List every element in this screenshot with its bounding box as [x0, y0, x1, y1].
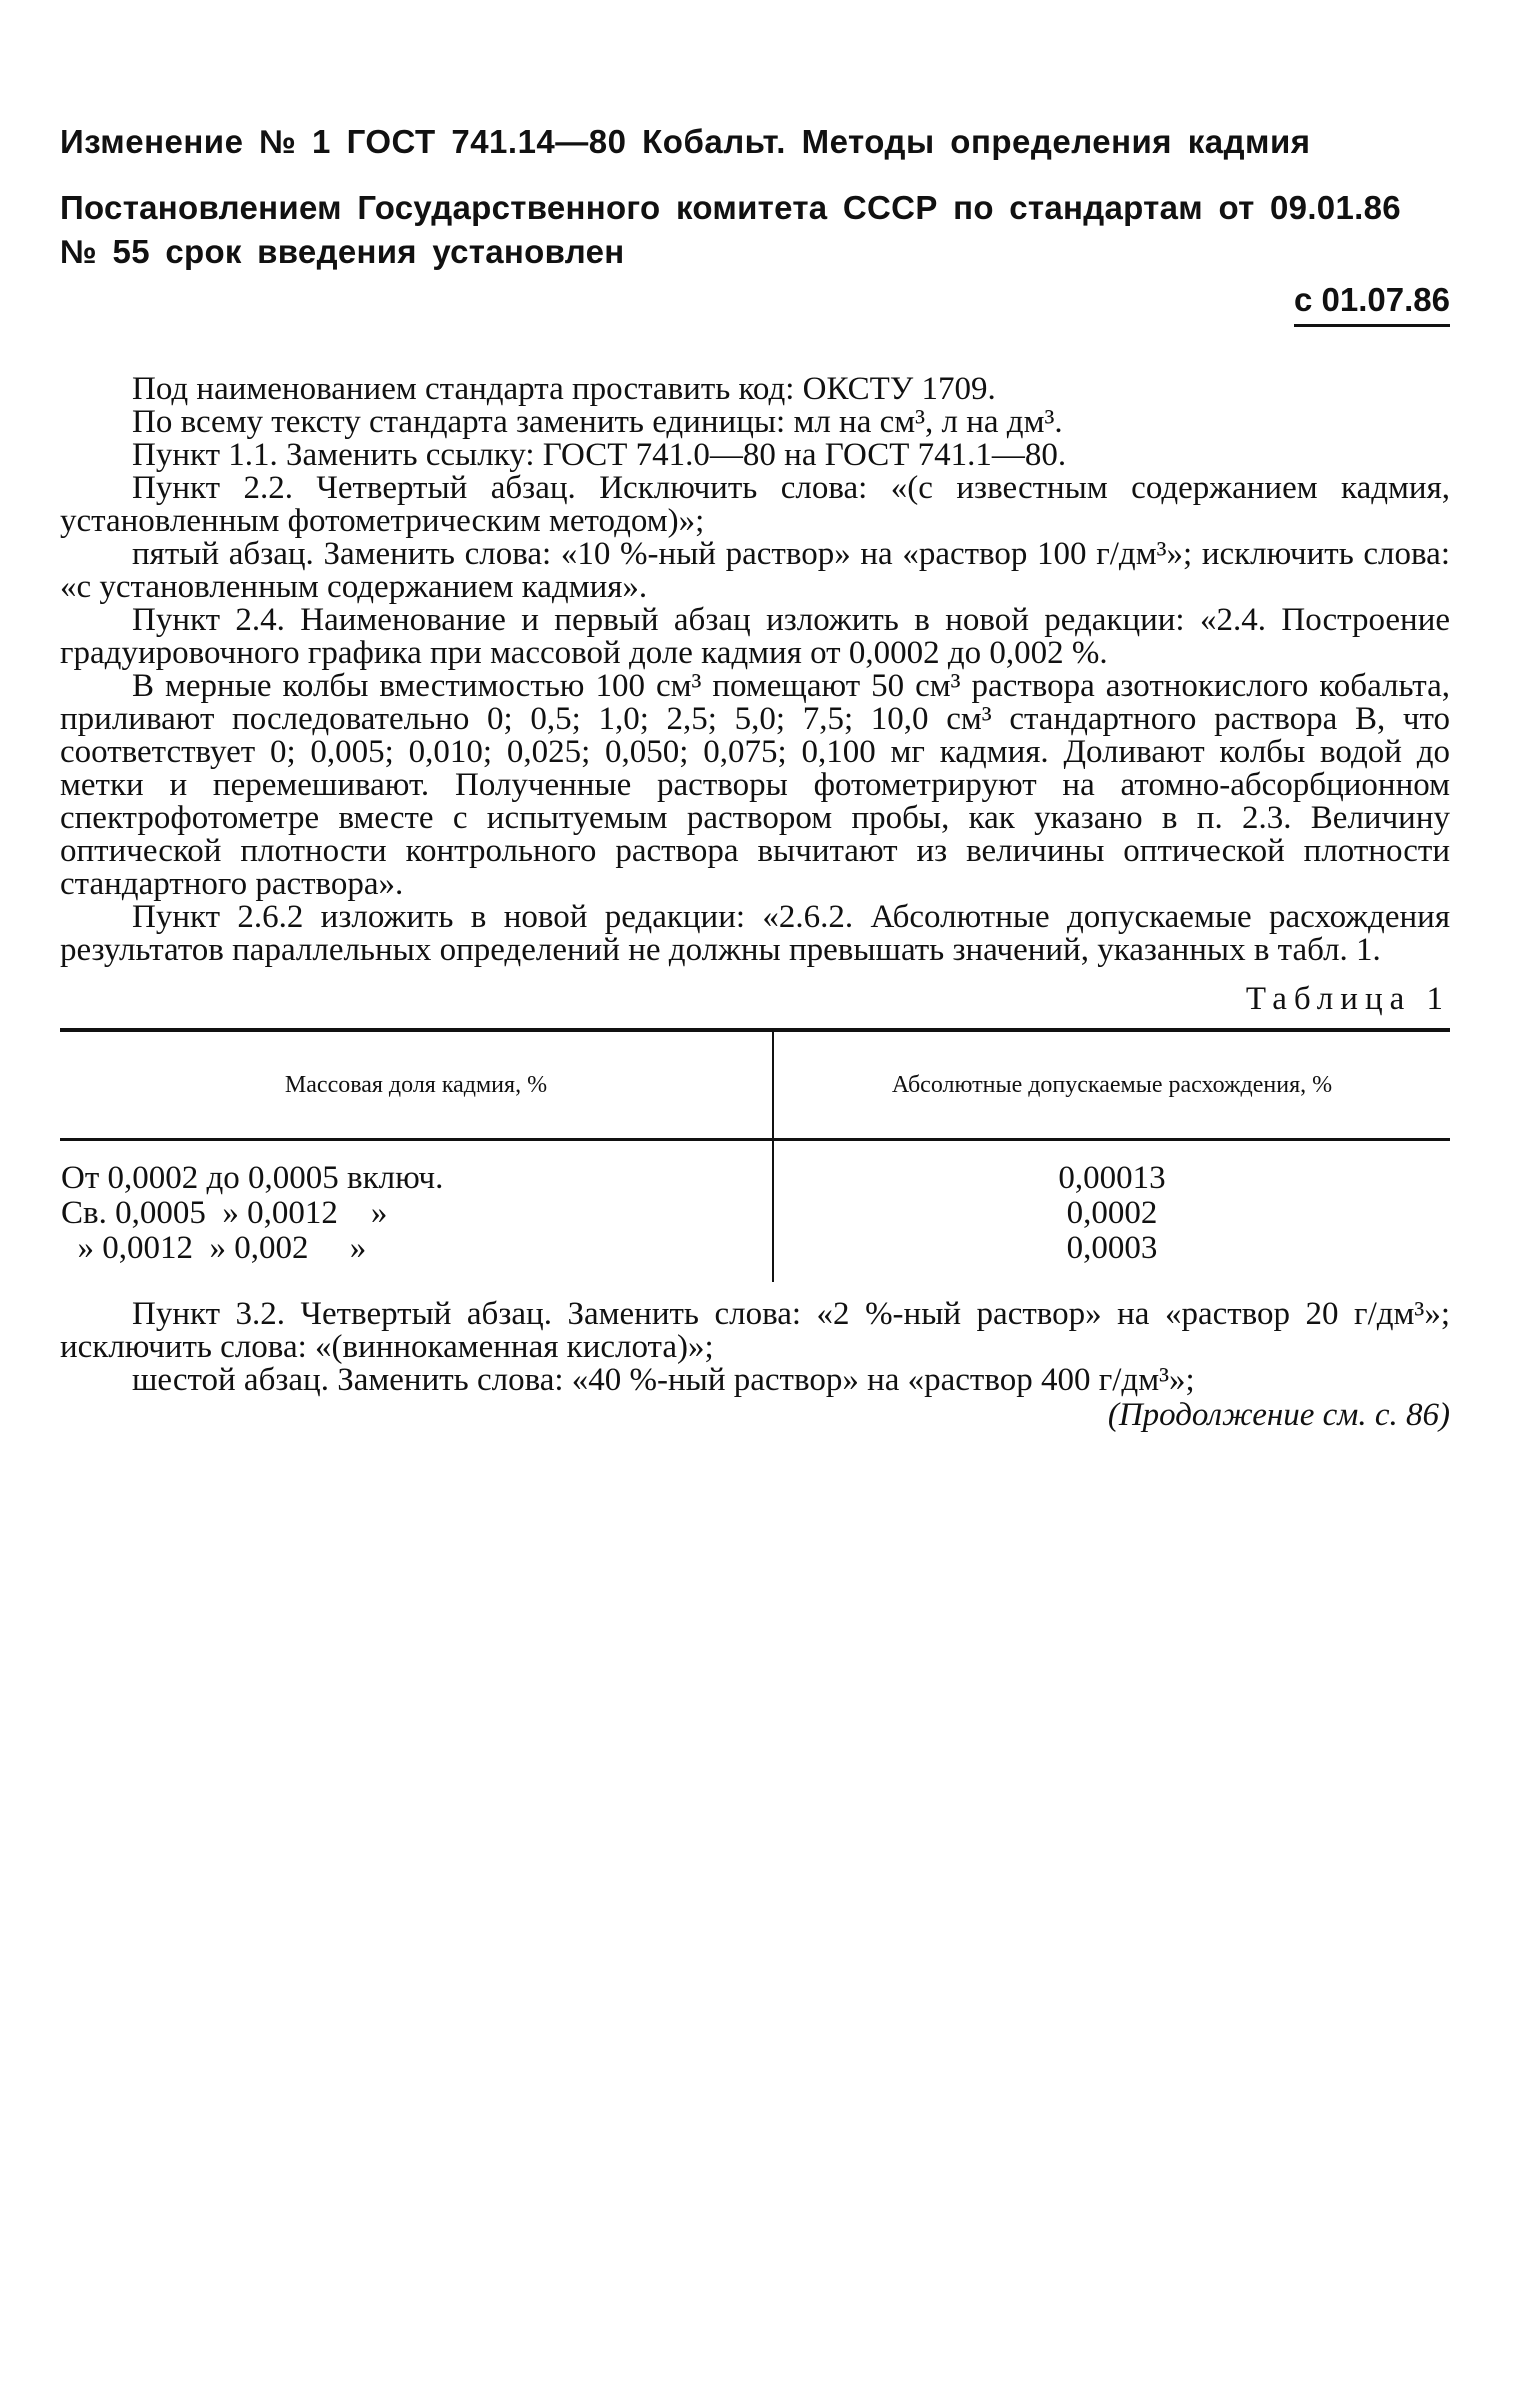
effective-date-text: с 01.07.86 — [1294, 278, 1450, 327]
tolerance-cell — [773, 1140, 1450, 1283]
paragraph-1-1: Пункт 1.1. Заменить ссылку: ГОСТ 741.0—80 на ГОСТ 741.1—80. — [132, 437, 1067, 473]
amendment-body-continued — [60, 1298, 1450, 1397]
paragraph-2-2: Пункт 2.2. Четвертый абзац. Исключить слова: «(с известным содержанием кадмия, установленным фотометрическим методом)»; — [60, 470, 1450, 539]
tolerance-table — [60, 1028, 1450, 1282]
document-header — [60, 120, 1450, 327]
column-header-mass-fraction: Массовая доля кадмия, % — [60, 1030, 773, 1140]
paragraph-2-4: Пункт 2.4. Наименование и первый абзац изложить в новой редакции: «2.4. Построение градуировочного графика при массовой доле кадмия от 0,0002 до 0,002 %. — [60, 602, 1450, 671]
amendment-body — [60, 373, 1450, 967]
paragraph-2-4-procedure: В мерные колбы вместимостью 100 см³ помещают 50 см³ раствора азотнокислого кобальта, приливают последовательно 0; 0,5; 1,0; 2,5; 5,0; 7,5; 10,0 см³ стандартного раствора В, что соответствует 0; 0,005; 0,010; 0,025; 0,050; 0,075; 0,100 мг кадмия. Доливают колбы водой до метки и перемешивают. Полученные растворы фотометрируют на атомно-абсорбционном спектрофотометре вместе с испытуемым раствором пробы, как указано в п. 2.3. Величину оптической плотности контрольного раствора вычитают из величины оптической плотности стандартного раствора». — [60, 668, 1450, 902]
paragraph-3-2-sixth: шестой абзац. Заменить слова: «40 %-ный раствор» на «раствор 400 г/дм³»; — [132, 1362, 1195, 1398]
paragraph-2-2-fifth: пятый абзац. Заменить слова: «10 %-ный раствор» на «раствор 100 г/дм³»; исключить слова: «с установленным содержанием кадмия». — [60, 536, 1450, 605]
effective-date — [60, 278, 1450, 327]
table-value: 0,0003 — [1066, 1230, 1158, 1266]
paragraph-oksty: Под наименованием стандарта проставить код: ОКСТУ 1709. — [132, 371, 996, 407]
table-row: » 0,0012 » 0,002 » — [61, 1230, 367, 1266]
table-value: 0,00013 — [1058, 1160, 1166, 1196]
amendment-title: Изменение № 1 ГОСТ 741.14—80 Кобальт. Методы определения кадмия — [60, 123, 1311, 160]
table-body — [60, 1140, 1450, 1283]
paragraph-units: По всему тексту стандарта заменить единицы: мл на см³, л на дм³. — [132, 404, 1063, 440]
decree-text: Постановлением Государственного комитета СССР по стандартам от 09.01.86 № 55 срок введения установлен — [60, 189, 1401, 270]
mass-fraction-cell — [60, 1140, 773, 1283]
table-caption: Таблица 1 — [1245, 981, 1450, 1017]
paragraph-2-6-2: Пункт 2.6.2 изложить в новой редакции: «2.6.2. Абсолютные допускаемые расхождения результатов параллельных определений не должны превышать значений, указанных в табл. 1. — [60, 899, 1450, 968]
column-header-tolerance: Абсолютные допускаемые расхождения, % — [773, 1030, 1450, 1140]
table-row: Св. 0,0005 » 0,0012 » — [61, 1195, 388, 1231]
continuation-note: (Продолжение см. с. 86) — [1107, 1397, 1450, 1433]
table-row: От 0,0002 до 0,0005 включ. — [61, 1160, 444, 1196]
document-page — [60, 120, 1450, 1434]
table-value: 0,0002 — [1066, 1195, 1158, 1231]
table-header-row — [60, 1030, 1450, 1140]
paragraph-3-2: Пункт 3.2. Четвертый абзац. Заменить слова: «2 %-ный раствор» на «раствор 20 г/дм³»; исключить слова: «(виннокаменная кислота)»; — [60, 1296, 1450, 1365]
